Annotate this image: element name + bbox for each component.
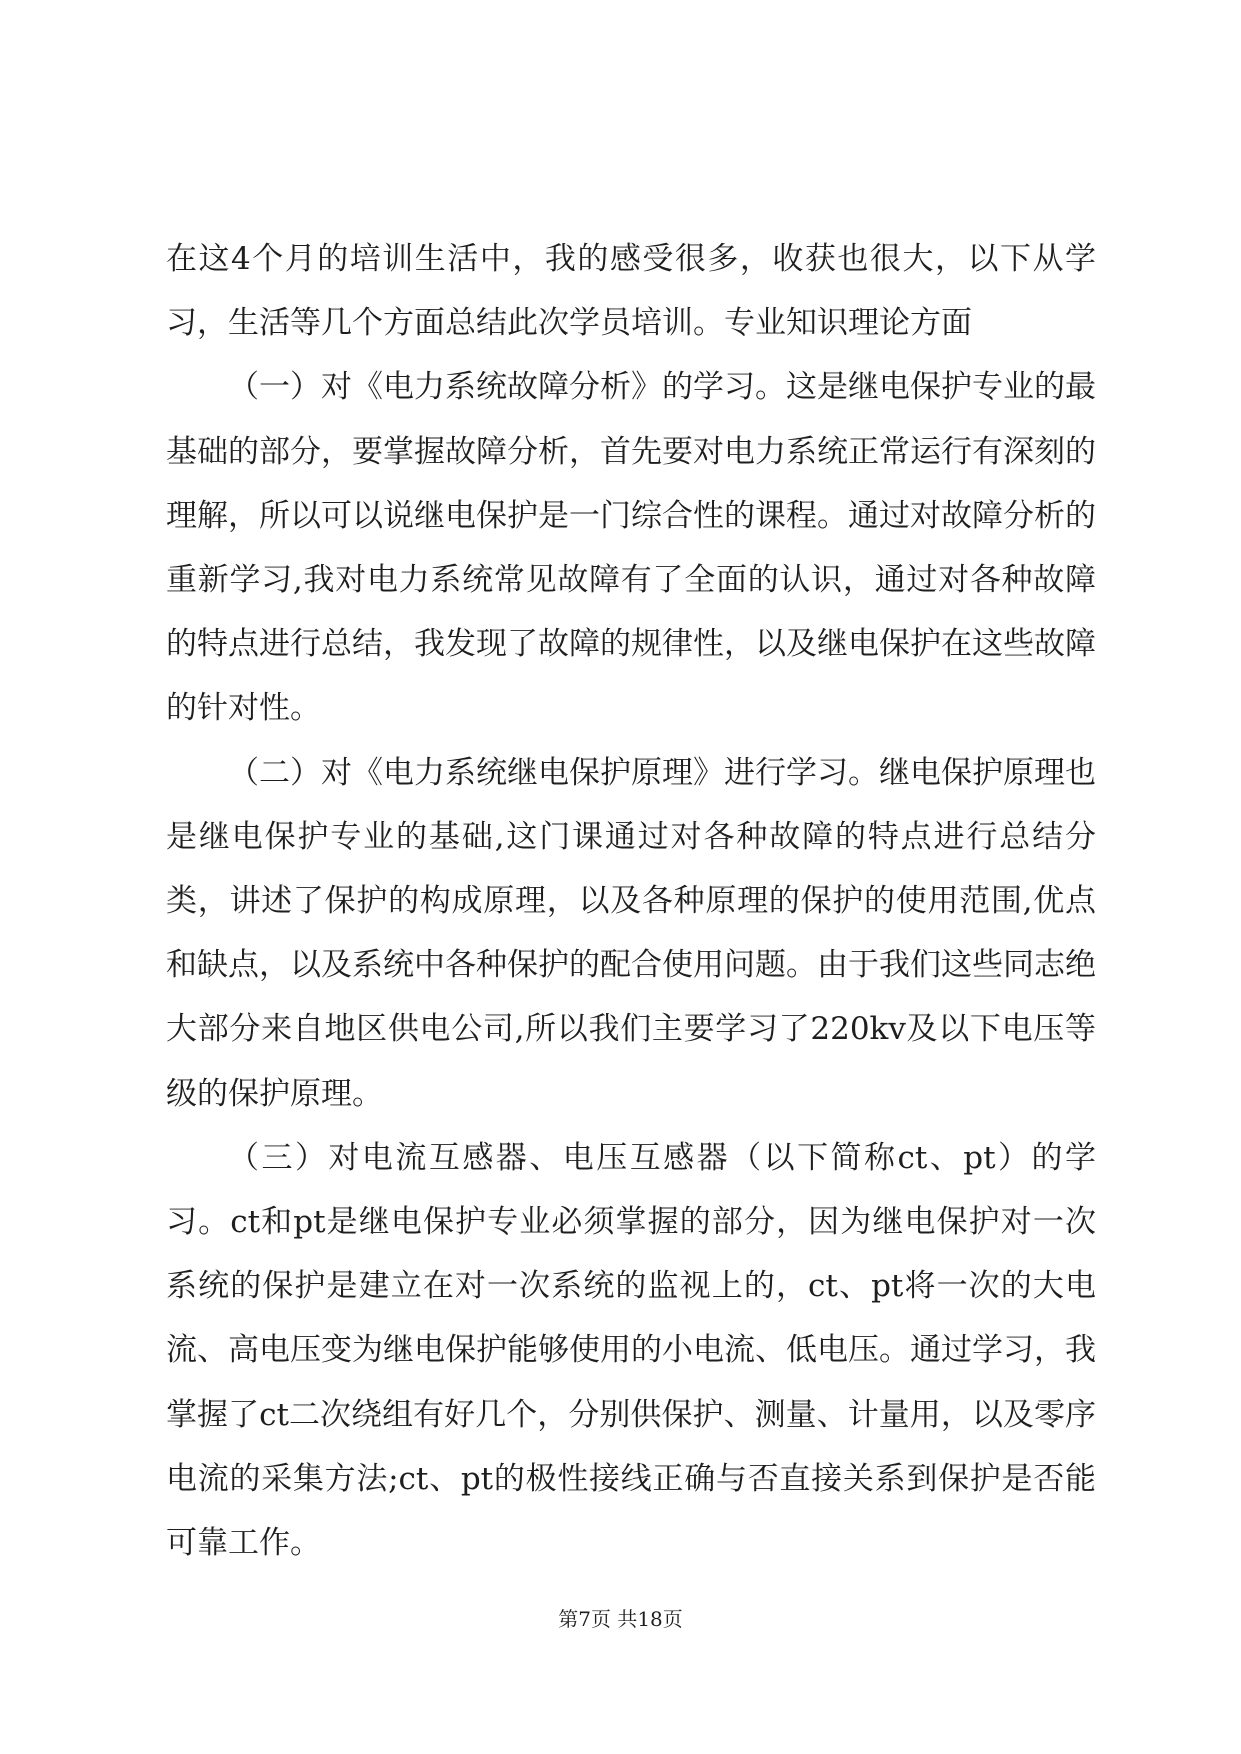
paragraph-fault-analysis: （一）对《电力系统故障分析》的学习。这是继电保护专业的最基础的部分，要掌握故障分析，首先要对电力系统正常运行有深刻的理解，所以可以说继电保护是一门综合性的课程。通过对故障分析的重新学习,我对电力系统常见故障有了全面的认识，通过对各种故障的特点进行总结，我发现了故障的规律性，以及继电保护在这些故障的针对性。 bbox=[166, 369, 1096, 727]
paragraph-relay-principle: （二）对《电力系统继电保护原理》进行学习。继电保护原理也是继电保护专业的基础,这门课通过对各种故障的特点进行总结分类，讲述了保护的构成原理，以及各种原理的保护的使用范围,优点和缺点，以及系统中各种保护的配合使用问题。由于我们这些同志绝大部分来自地区供电公司,所以我们主要学习了220kv及以下电压等级的保护原理。 bbox=[166, 754, 1096, 1112]
paragraph-ct-pt: （三）对电流互感器、电压互感器（以下简称ct、pt）的学习。ct和pt是继电保护专业必须掌握的部分，因为继电保护对一次系统的保护是建立在对一次系统的监视上的，ct、pt将一次的大电流、高电压变为继电保护能够使用的小电流、低电压。通过学习，我掌握了ct二次绕组有好几个，分别供保护、测量、计量用，以及零序电流的采集方法;ct、pt的极性接线正确与否直接关系到保护是否能可靠工作。 bbox=[166, 1139, 1096, 1562]
document-body bbox=[166, 227, 1096, 1575]
page-number-footer: 第7页 共18页 bbox=[558, 1607, 683, 1631]
paragraph-intro: 在这4个月的培训生活中，我的感受很多，收获也很大，以下从学习，生活等几个方面总结此次学员培训。专业知识理论方面 bbox=[166, 241, 1096, 342]
